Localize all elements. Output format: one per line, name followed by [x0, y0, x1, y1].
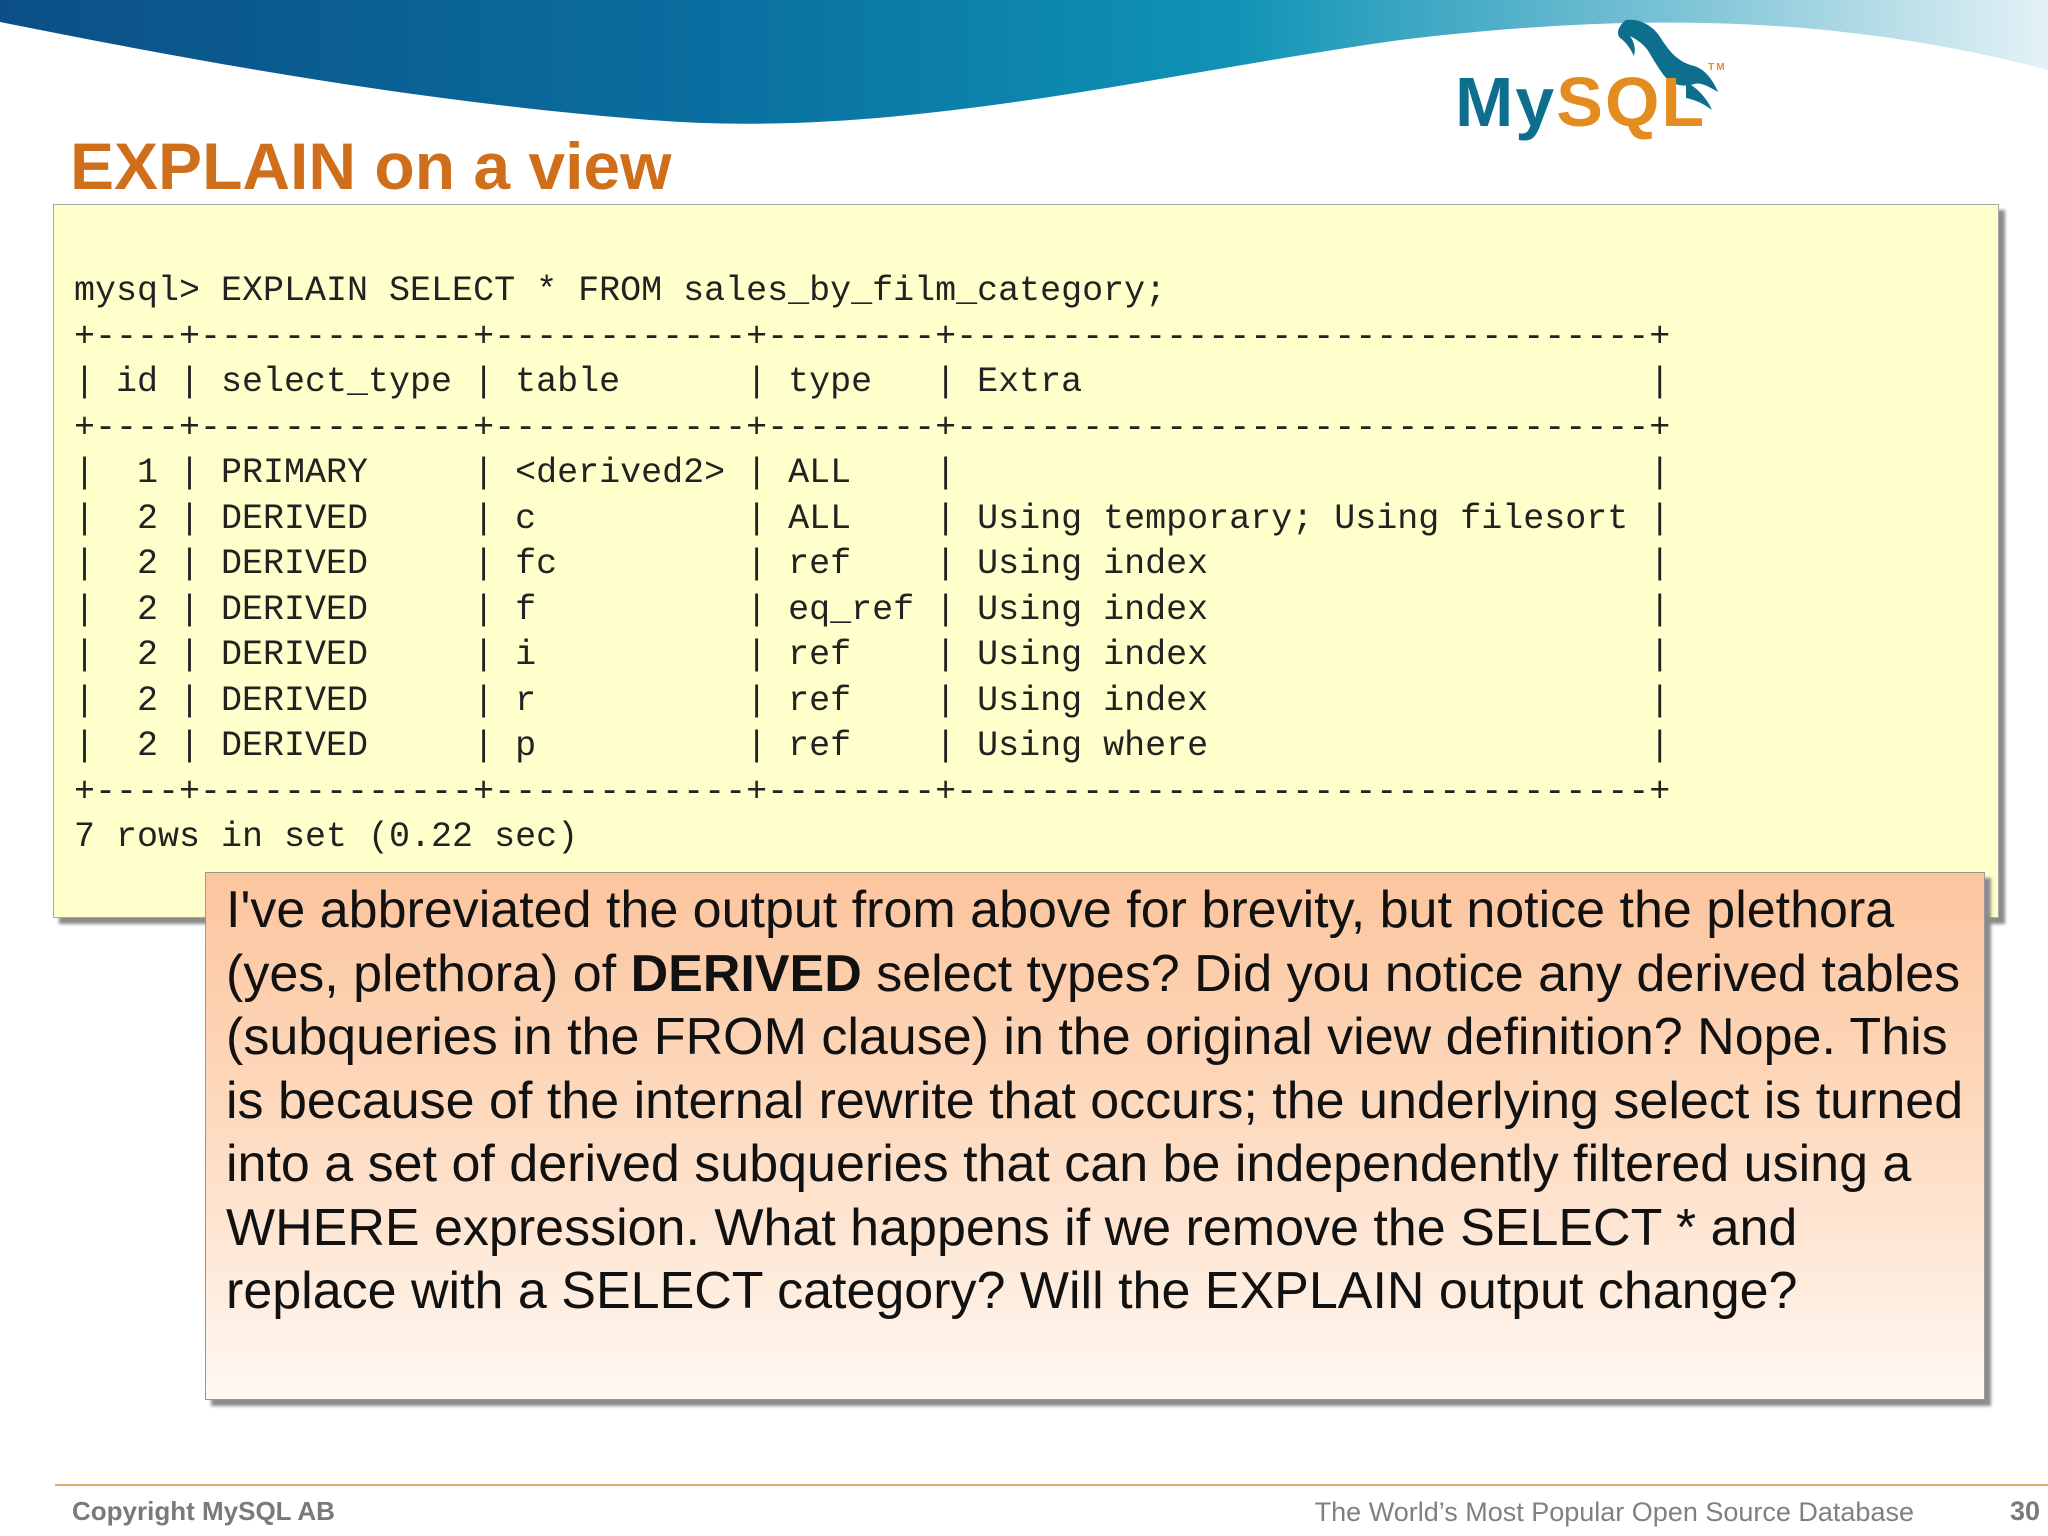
console-output-box	[53, 204, 1999, 918]
slide-title: EXPLAIN on a view	[70, 129, 672, 203]
console-output	[74, 269, 1670, 861]
callout-text-before: I've abbreviated the output from above for brevity, but notice the plethora (yes, plethora) of	[226, 881, 1895, 1003]
console-line: +----+-------------+------------+--------+---------------------------------+	[74, 407, 1671, 448]
console-line: +----+-------------+------------+--------+---------------------------------+	[74, 316, 1671, 357]
console-line: | 2 | DERIVED | p | ref | Using where |	[74, 726, 1671, 766]
footer-copyright: Copyright MySQL AB	[72, 1496, 335, 1526]
footer-tagline: The World’s Most Popular Open Source Database	[1314, 1497, 1914, 1527]
console-line: | 2 | DERIVED | r | ref | Using index |	[74, 680, 1671, 721]
page-number: 30	[2009, 1496, 2040, 1526]
console-line: | 2 | DERIVED | fc | ref | Using index |	[74, 544, 1671, 584]
callout-text	[226, 879, 1976, 1324]
console-line: | 2 | DERIVED | c | ALL | Using temporary; Using filesort |	[74, 498, 1671, 539]
console-line: | 2 | DERIVED | f | eq_ref | Using index |	[74, 589, 1671, 630]
callout-bold-term: DERIVED	[630, 944, 862, 1003]
footer-divider	[55, 1484, 2048, 1486]
mysql-logo-text	[1455, 62, 1727, 142]
logo-tm: TM	[1708, 62, 1727, 73]
header-wave	[0, 0, 2048, 140]
console-line: | 2 | DERIVED | i | ref | Using index |	[74, 635, 1671, 675]
callout-text-after: select types? Did you notice any derived tables (subqueries in the FROM clause) in the original view definition? Nope. This is because of the internal rewrite that occurs; the underlying select is turned into a set of derived subqueries that can be independently filtered using a WHERE expression. What happens if we remove the SELECT * and replace with a SELECT category? Will the EXPLAIN output change?	[226, 944, 1964, 1320]
console-line: 7 rows in set (0.22 sec)	[74, 817, 579, 857]
console-line: | id | select_type | table | type | Extra |	[74, 362, 1671, 402]
console-line: | 1 | PRIMARY | <derived2> | ALL | |	[74, 453, 1671, 493]
callout-note	[205, 872, 1985, 1400]
logo-my: My	[1455, 63, 1557, 141]
logo-sql: SQL	[1556, 63, 1707, 141]
console-line: +----+-------------+------------+--------+---------------------------------+	[74, 771, 1671, 812]
console-line: mysql> EXPLAIN SELECT * FROM sales_by_film_category;	[74, 271, 1167, 311]
